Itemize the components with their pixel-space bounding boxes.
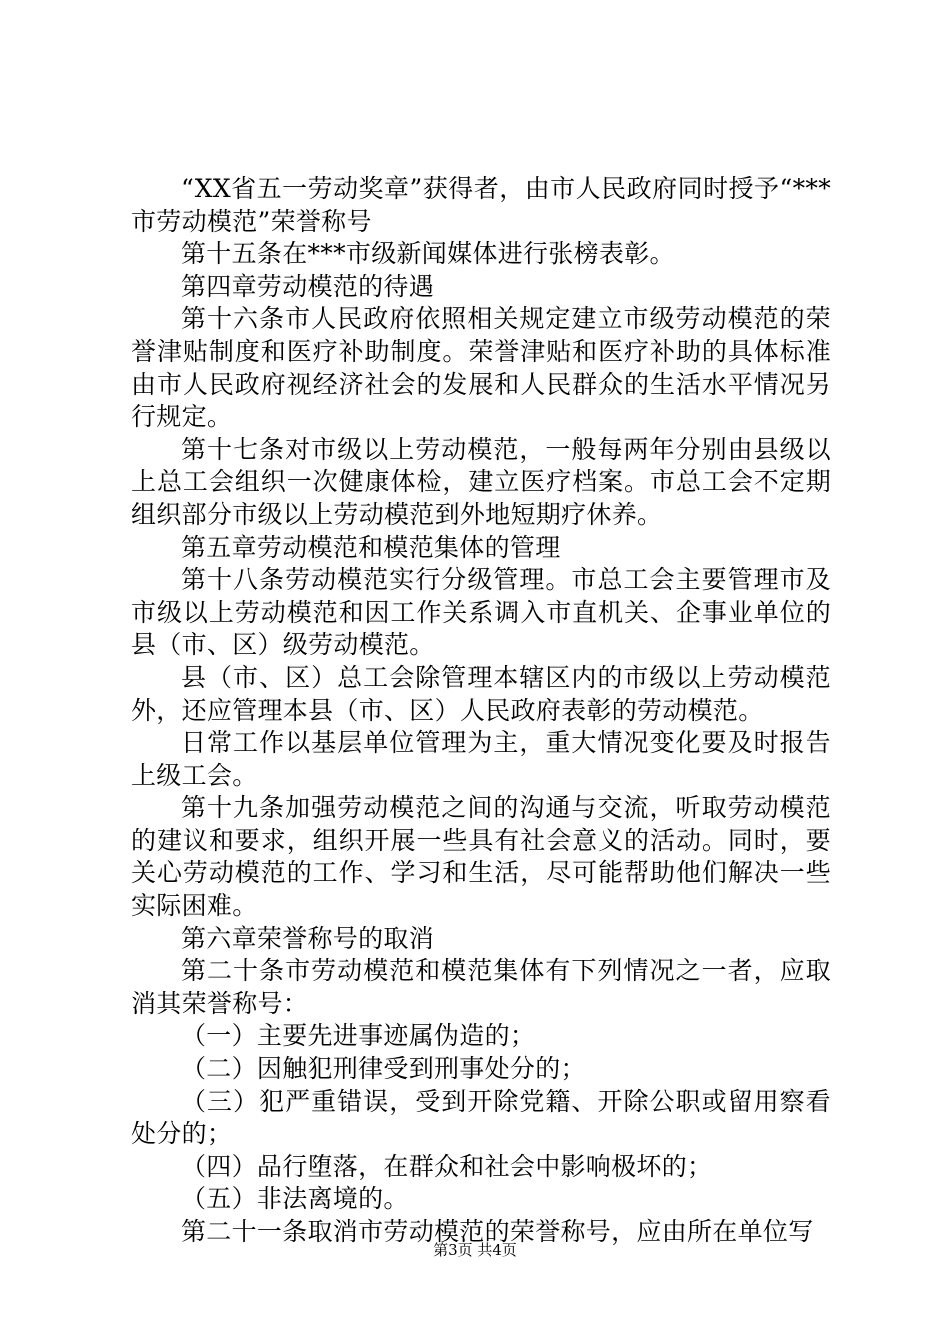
page-number-label: 第3页 共4页 xyxy=(433,1241,517,1259)
chapter-4-heading: 第四章劳动模范的待遇 xyxy=(181,271,435,301)
paragraph-article-15: 第十五条在***市级新闻媒体进行张榜表彰。 xyxy=(181,239,675,269)
paragraph-article-18: 第十八条劳动模范实行分级管理。市总工会主要管理市及市级以上劳动模范和因工作关系调入市直机关、企事业单位的县（市、区）级劳动模范。 xyxy=(131,565,831,660)
paragraph-award-grant: “XX省五一劳动奖章”获得者，由市人民政府同时授予“***市劳动模范”荣誉称号 xyxy=(131,174,831,236)
paragraph-article-19: 第十九条加强劳动模范之间的沟通与交流，听取劳动模范的建议和要求，组织开展一些具有社会意义的活动。同时，要关心劳动模范的工作、学习和生活，尽可能帮助他们解决一些实际困难。 xyxy=(131,793,831,921)
paragraph-article-21: 第二十一条取消市劳动模范的荣誉称号，应由所在单位写 xyxy=(181,1217,814,1246)
chapter-6-heading: 第六章荣誉称号的取消 xyxy=(181,923,435,953)
paragraph-article-17: 第十七条对市级以上劳动模范，一般每两年分别由县级以上总工会组织一次健康体检，建立医疗档案。市总工会不定期组织部分市级以上劳动模范到外地短期疗休养。 xyxy=(131,434,831,529)
list-item-2: （二）因触犯刑律受到刑事处分的； xyxy=(181,1054,586,1084)
list-item-1: （一）主要先进事迹属伪造的； xyxy=(181,1021,536,1051)
paragraph-county-union: 县（市、区）总工会除管理本辖区内的市级以上劳动模范外，还应管理本县（市、区）人民政府表彰的劳动模范。 xyxy=(131,662,831,725)
document-body xyxy=(131,173,831,1249)
list-item-4: （四）品行堕落，在群众和社会中影响极坏的； xyxy=(181,1151,713,1181)
paragraph-daily-work: 日常工作以基层单位管理为主，重大情况变化要及时报告上级工会。 xyxy=(131,728,831,790)
list-item-5: （五）非法离境的。 xyxy=(181,1184,409,1214)
list-item-3: （三）犯严重错误，受到开除党籍、开除公职或留用察看处分的； xyxy=(131,1086,831,1149)
chapter-5-heading: 第五章劳动模范和模范集体的管理 xyxy=(181,532,561,562)
page-footer xyxy=(0,1240,950,1260)
paragraph-article-16: 第十六条市人民政府依照相关规定建立市级劳动模范的荣誉津贴制度和医疗补助制度。荣誉津贴和医疗补助的具体标准由市人民政府视经济社会的发展和人民群众的生活水平情况另行规定。 xyxy=(131,304,831,432)
paragraph-article-20: 第二十条市劳动模范和模范集体有下列情况之一者，应取消其荣誉称号： xyxy=(131,956,831,1018)
